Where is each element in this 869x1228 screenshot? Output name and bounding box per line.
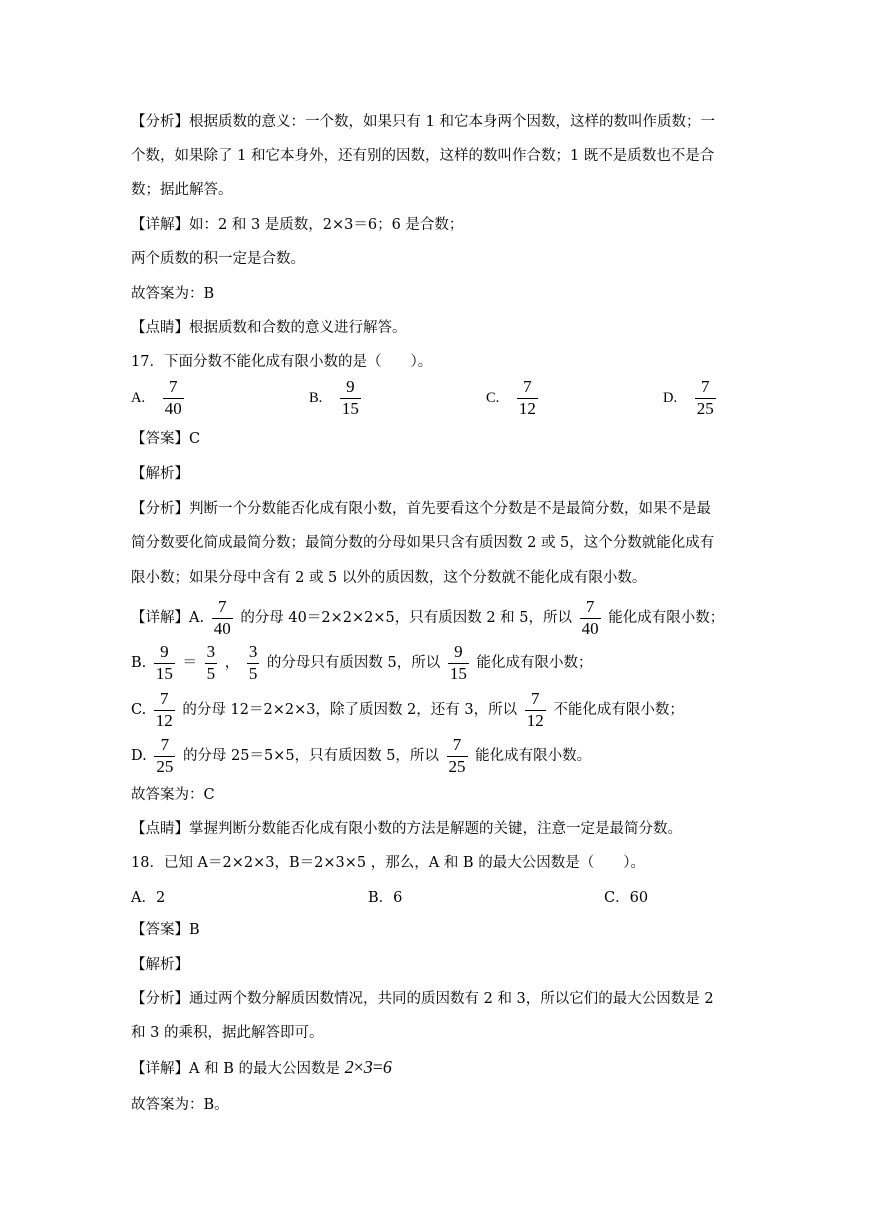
answer-line: 故答案为：C [131, 787, 215, 803]
denominator: 5 [248, 664, 258, 683]
option-c: C．60 [604, 890, 649, 906]
fraction [205, 643, 218, 683]
denominator: 25 [448, 757, 466, 776]
fraction [517, 378, 538, 418]
math-number: 2 [344, 1057, 354, 1077]
detail-prefix: 【详解】A. [131, 610, 205, 626]
detail-line: 【详解】如：2 和 3 是质数，2×3＝6；6 是合数； [131, 217, 464, 233]
detail-line-c [131, 690, 684, 730]
numerator: 3 [206, 642, 216, 661]
fraction [163, 378, 184, 418]
detail-text: 不能化成有限小数； [553, 702, 684, 718]
denominator: 25 [156, 757, 174, 776]
numerator: 7 [585, 597, 595, 616]
denominator: 40 [581, 619, 599, 638]
fraction [154, 736, 175, 776]
denominator: 12 [155, 711, 173, 730]
denominator: 15 [155, 664, 173, 683]
denominator: 40 [213, 619, 231, 638]
denominator: 15 [449, 664, 467, 683]
math-operator: = [372, 1057, 383, 1077]
denominator: 40 [164, 399, 182, 418]
comment-line: 【点睛】掌握判断分数能否化成有限小数的方法是解题的关键，注意一定是最简分数。 [131, 821, 682, 837]
math-number: 3 [363, 1057, 373, 1077]
analysis-line: 限小数；如果分母中含有 2 或 5 以外的质因数，这个分数就不能化成有限小数。 [131, 570, 647, 586]
numerator: 7 [160, 689, 169, 708]
math-operator: × [353, 1057, 364, 1077]
detail-line-b [131, 643, 592, 683]
fraction [580, 598, 601, 638]
numerator: 7 [700, 377, 710, 396]
solution-label: 【解析】 [131, 957, 189, 973]
option-d [663, 378, 719, 418]
fraction [695, 378, 716, 418]
detail-text: 能化成有限小数。 [475, 748, 592, 764]
math-expression [345, 1057, 392, 1077]
detail-line-a [131, 598, 724, 638]
answer-label: 【答案】C [131, 431, 201, 447]
detail-text: 能化成有限小数； [476, 655, 593, 671]
detail-line [131, 1057, 392, 1079]
detail-text: 能化成有限小数； [608, 610, 725, 626]
detail-text: 的分母 40＝2×2×2×5，只有质因数 2 和 5，所以 [240, 610, 572, 626]
analysis-line: 【分析】通过两个数分解质因数情况，共同的质因数有 2 和 3，所以它们的最大公因数是 2 [131, 991, 714, 1007]
denominator: 25 [696, 399, 714, 418]
analysis-line: 【分析】判断一个分数能否化成有限小数，首先要看这个分数是不是最简分数，如果不是最 [131, 501, 711, 517]
detail-prefix: 【详解】A 和 B 的最大公因数是 [131, 1061, 340, 1077]
answer-line: 故答案为：B [131, 286, 215, 302]
fraction [154, 643, 175, 683]
solution-label: 【解析】 [131, 466, 189, 482]
numerator: 9 [454, 642, 463, 661]
fraction [154, 690, 175, 730]
detail-prefix: D. [131, 748, 147, 764]
analysis-line: 和 3 的乘积，据此解答即可。 [131, 1025, 324, 1041]
fraction [247, 643, 260, 683]
option-c [486, 378, 541, 418]
answer-label: 【答案】B [131, 922, 200, 938]
fraction [448, 643, 469, 683]
fraction [212, 598, 233, 638]
answer-line: 故答案为：B。 [131, 1097, 229, 1113]
option-b: B．6 [368, 890, 403, 906]
question-17-stem: 17．下面分数不能化成有限小数的是（ ）。 [131, 354, 433, 370]
option-label: D. [663, 389, 678, 406]
detail-prefix: B. [131, 655, 147, 671]
numerator: 9 [346, 377, 355, 396]
option-a [131, 378, 187, 418]
numerator: 7 [523, 377, 532, 396]
fraction [340, 378, 361, 418]
option-a: A．2 [131, 890, 166, 906]
analysis-line: 简分数要化简成最简分数；最简分数的分母如果只含有质因数 2 或 5，这个分数就能化成有 [131, 535, 715, 551]
denominator: 12 [526, 711, 544, 730]
option-b [309, 378, 364, 418]
option-label: B. [309, 389, 323, 406]
numerator: 7 [452, 735, 462, 754]
math-number: 6 [382, 1057, 392, 1077]
fraction [525, 690, 546, 730]
numerator: 7 [530, 689, 540, 708]
numerator: 7 [217, 597, 227, 616]
numerator: 7 [168, 377, 178, 396]
analysis-line: 数；据此解答。 [131, 182, 233, 198]
detail-text: 的分母 12＝2×2×3，除了质因数 2，还有 3，所以 [182, 702, 518, 718]
detail-line: 两个质数的积一定是合数。 [131, 251, 305, 267]
fraction [447, 736, 468, 776]
denominator: 15 [341, 399, 359, 418]
comma: ， [224, 655, 240, 671]
detail-line-d [131, 736, 591, 776]
question-18-stem: 18．已知 A＝2×2×3，B＝2×3×5 ，那么，A 和 B 的最大公因数是（ ）。 [131, 855, 645, 871]
option-label: C. [486, 389, 500, 406]
detail-text: 的分母 25＝5×5，只有质因数 5，所以 [182, 748, 439, 764]
option-label: A. [131, 389, 146, 406]
numerator: 7 [160, 735, 170, 754]
denominator: 5 [206, 664, 216, 683]
numerator: 9 [160, 642, 169, 661]
detail-prefix: C. [131, 702, 147, 718]
analysis-line: 【分析】根据质数的意义：一个数，如果只有 1 和它本身两个因数，这样的数叫作质数；一 [131, 114, 715, 130]
equals-sign: ＝ [182, 655, 197, 671]
numerator: 3 [248, 642, 258, 661]
analysis-line: 个数，如果除了 1 和它本身外，还有别的因数，这样的数叫作合数；1 既不是质数也不是合 [131, 148, 715, 164]
denominator: 12 [518, 399, 536, 418]
comment-line: 【点睛】根据质数和合数的意义进行解答。 [131, 320, 407, 336]
detail-text: 的分母只有质因数 5，所以 [266, 655, 441, 671]
